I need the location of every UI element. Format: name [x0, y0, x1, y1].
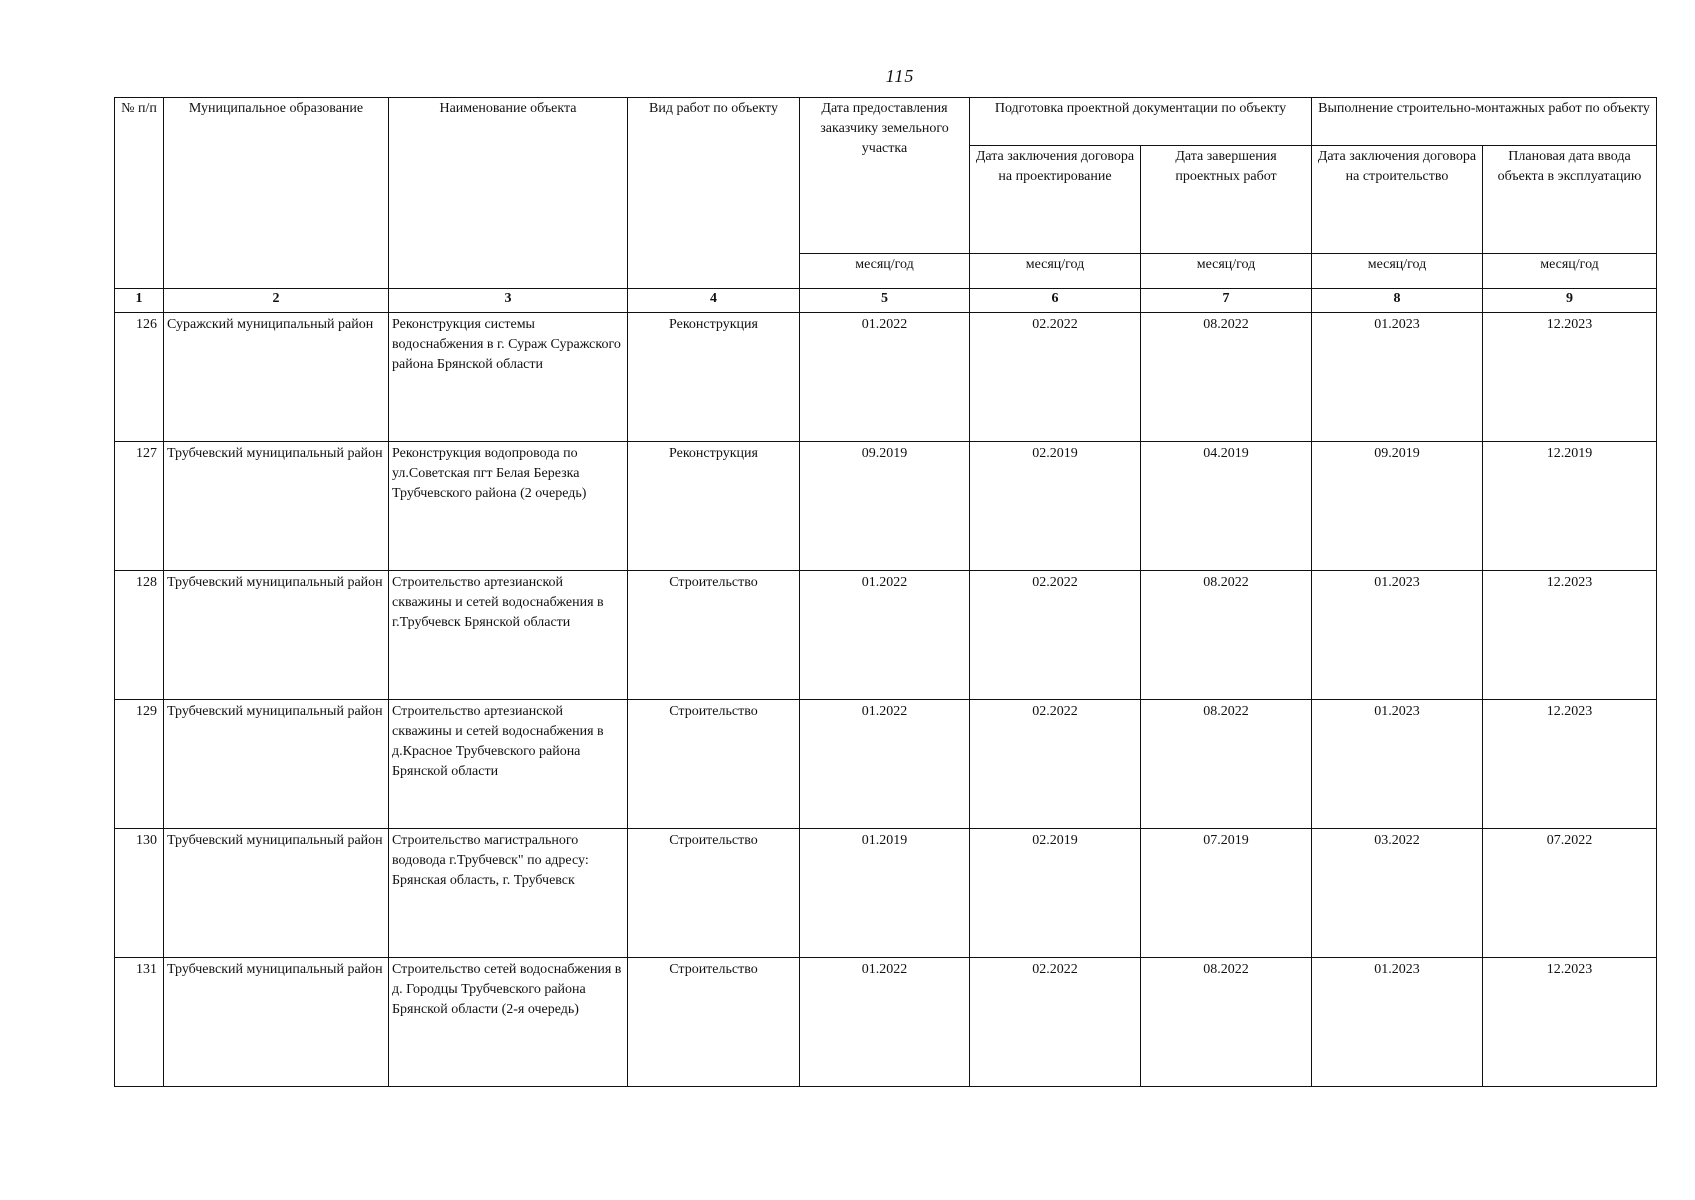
build-contract-cell: 01.2023	[1312, 313, 1483, 442]
design-end-cell: 08.2022	[1141, 571, 1312, 700]
build-contract-cell: 01.2023	[1312, 571, 1483, 700]
design-contract-cell: 02.2019	[970, 442, 1141, 571]
row-number: 129	[115, 700, 164, 829]
design-end-cell: 08.2022	[1141, 700, 1312, 829]
commission-date-cell: 12.2023	[1483, 571, 1657, 700]
header-design-contract: Дата заключения договора на проектирование	[970, 146, 1141, 254]
table-row	[115, 571, 1657, 700]
design-contract-cell: 02.2019	[970, 829, 1141, 958]
commission-date-cell: 12.2023	[1483, 700, 1657, 829]
land-date-cell: 01.2022	[800, 313, 970, 442]
header-work-type: Вид работ по объекту	[628, 98, 800, 289]
column-number: 6	[970, 289, 1141, 313]
build-contract-cell: 01.2023	[1312, 700, 1483, 829]
header-object: Наименование объекта	[389, 98, 628, 289]
row-number: 130	[115, 829, 164, 958]
header-design-group: Подготовка проектной документации по объекту	[970, 98, 1312, 146]
header-construction-group: Выполнение строительно-монтажных работ по объекту	[1312, 98, 1657, 146]
unit-label: месяц/год	[1312, 254, 1483, 289]
unit-label: месяц/год	[1483, 254, 1657, 289]
column-number: 8	[1312, 289, 1483, 313]
municipality-cell: Трубчевский муниципальный район	[164, 571, 389, 700]
object-name-cell: Строительство артезианской скважины и сетей водоснабжения в д.Красное Трубчевского района Брянской области	[389, 700, 628, 829]
header-num: № п/п	[115, 98, 164, 289]
land-date-cell: 09.2019	[800, 442, 970, 571]
design-contract-cell: 02.2022	[970, 700, 1141, 829]
column-number: 4	[628, 289, 800, 313]
land-date-cell: 01.2022	[800, 700, 970, 829]
land-date-cell: 01.2022	[800, 958, 970, 1087]
municipality-cell: Трубчевский муниципальный район	[164, 442, 389, 571]
design-contract-cell: 02.2022	[970, 571, 1141, 700]
design-contract-cell: 02.2022	[970, 958, 1141, 1087]
header-land-date: Дата предоставления заказчику земельного участка	[800, 98, 970, 254]
object-name-cell: Строительство сетей водоснабжения в д. Городцы Трубчевского района Брянской области (2-я очередь)	[389, 958, 628, 1087]
work-type-cell: Строительство	[628, 571, 800, 700]
land-date-cell: 01.2019	[800, 829, 970, 958]
design-end-cell: 07.2019	[1141, 829, 1312, 958]
municipality-cell: Трубчевский муниципальный район	[164, 958, 389, 1087]
objects-table	[114, 97, 1657, 1087]
work-type-cell: Строительство	[628, 829, 800, 958]
design-contract-cell: 02.2022	[970, 313, 1141, 442]
design-end-cell: 08.2022	[1141, 313, 1312, 442]
column-number: 2	[164, 289, 389, 313]
header-build-contract: Дата заключения договора на строительство	[1312, 146, 1483, 254]
row-number: 127	[115, 442, 164, 571]
land-date-cell: 01.2022	[800, 571, 970, 700]
table-row	[115, 442, 1657, 571]
row-number: 126	[115, 313, 164, 442]
header-design-end: Дата завершения проектных работ	[1141, 146, 1312, 254]
commission-date-cell: 12.2023	[1483, 958, 1657, 1087]
build-contract-cell: 01.2023	[1312, 958, 1483, 1087]
work-type-cell: Реконструкция	[628, 313, 800, 442]
table-row	[115, 700, 1657, 829]
work-type-cell: Строительство	[628, 700, 800, 829]
object-name-cell: Строительство артезианской скважины и сетей водоснабжения в г.Трубчевск Брянской области	[389, 571, 628, 700]
column-number: 7	[1141, 289, 1312, 313]
commission-date-cell: 07.2022	[1483, 829, 1657, 958]
object-name-cell: Реконструкция водопровода по ул.Советская пгт Белая Березка Трубчевского района (2 очередь)	[389, 442, 628, 571]
municipality-cell: Трубчевский муниципальный район	[164, 700, 389, 829]
build-contract-cell: 03.2022	[1312, 829, 1483, 958]
unit-label: месяц/год	[1141, 254, 1312, 289]
table-row	[115, 313, 1657, 442]
header-commission: Плановая дата ввода объекта в эксплуатацию	[1483, 146, 1657, 254]
header-municipality: Муниципальное образование	[164, 98, 389, 289]
column-number: 9	[1483, 289, 1657, 313]
design-end-cell: 04.2019	[1141, 442, 1312, 571]
municipality-cell: Трубчевский муниципальный район	[164, 829, 389, 958]
column-number: 1	[115, 289, 164, 313]
work-type-cell: Реконструкция	[628, 442, 800, 571]
page-number: 115	[885, 66, 915, 86]
commission-date-cell: 12.2019	[1483, 442, 1657, 571]
commission-date-cell: 12.2023	[1483, 313, 1657, 442]
column-number: 3	[389, 289, 628, 313]
row-number: 128	[115, 571, 164, 700]
column-number: 5	[800, 289, 970, 313]
work-type-cell: Строительство	[628, 958, 800, 1087]
table-row	[115, 829, 1657, 958]
unit-label: месяц/год	[970, 254, 1141, 289]
design-end-cell: 08.2022	[1141, 958, 1312, 1087]
object-name-cell: Строительство магистрального водовода г.Трубчевск" по адресу: Брянская область, г. Трубчевск	[389, 829, 628, 958]
row-number: 131	[115, 958, 164, 1087]
build-contract-cell: 09.2019	[1312, 442, 1483, 571]
unit-label: месяц/год	[800, 254, 970, 289]
municipality-cell: Суражский муниципальный район	[164, 313, 389, 442]
table-row	[115, 958, 1657, 1087]
object-name-cell: Реконструкция системы водоснабжения в г. Сураж Суражского района Брянской области	[389, 313, 628, 442]
